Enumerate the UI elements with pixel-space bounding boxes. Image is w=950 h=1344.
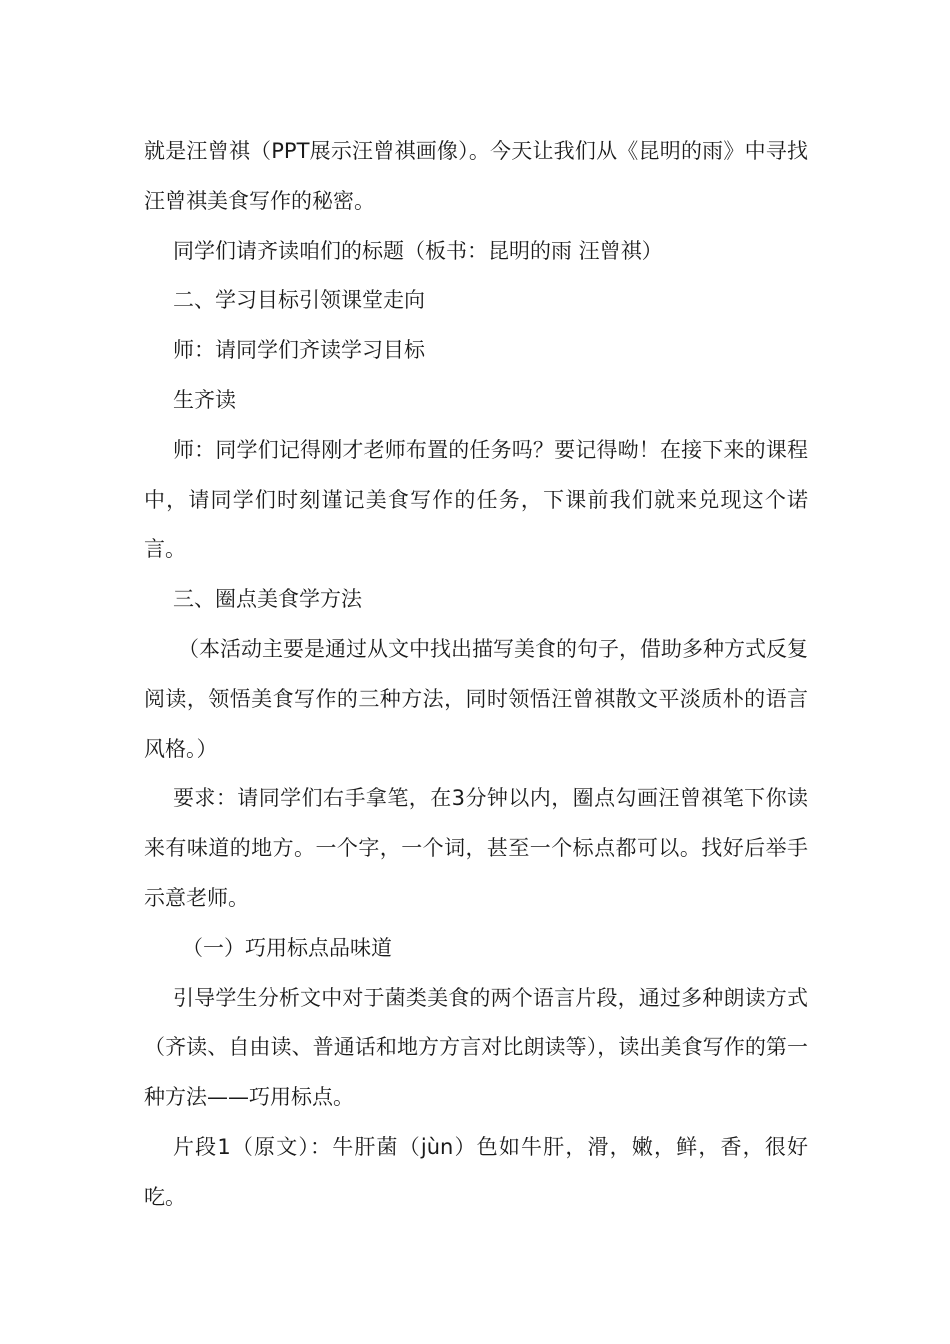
paragraph-excerpt-1: 片段1（原文）：牛肝菌（jùn）色如牛肝，滑，嫩，鲜，香，很好吃。: [144, 1134, 808, 1209]
paragraph-requirement: 要求：请同学们右手拿笔，在3分钟以内，圈点勾画汪曾祺笔下你读来有味道的地方。一个字，一个词，甚至一个标点都可以。找好后举手示意老师。: [144, 786, 808, 910]
paragraph-title-reading: 同学们请齐读咱们的标题（板书：昆明的雨 汪曾祺）: [173, 238, 663, 263]
paragraph-teacher-2: 师：同学们记得刚才老师布置的任务吗？要记得呦！在接下来的课程中，请同学们时刻谨记美食写作的任务，下课前我们就来兑现这个诺言。: [144, 437, 808, 562]
paragraph-guidance: 引导学生分析文中对于菌类美食的两个语言片段，通过多种朗读方式（齐读、自由读、普通话和地方方言对比朗读等），读出美食写作的第一种方法——巧用标点。: [144, 985, 808, 1110]
section-heading-2: 二、学习目标引领课堂走向: [173, 288, 425, 313]
paragraph-students-read: 生齐读: [173, 387, 236, 412]
paragraph-activity-note: （本活动主要是通过从文中找出描写美食的句子，借助多种方式反复阅读，领悟美食写作的三种方法，同时领悟汪曾祺散文平淡质朴的语言风格。）: [144, 636, 808, 761]
section-heading-3: 三、圈点美食学方法: [173, 587, 362, 612]
subsection-heading-1: （一）巧用标点品味道: [182, 935, 392, 960]
paragraph-intro: 就是汪曾祺（PPT展示汪曾祺画像）。今天让我们从《昆明的雨》中寻找汪曾祺美食写作的秘密。: [144, 139, 808, 213]
document-body: [144, 127, 808, 1223]
paragraph-teacher-1: 师：请同学们齐读学习目标: [173, 338, 425, 363]
